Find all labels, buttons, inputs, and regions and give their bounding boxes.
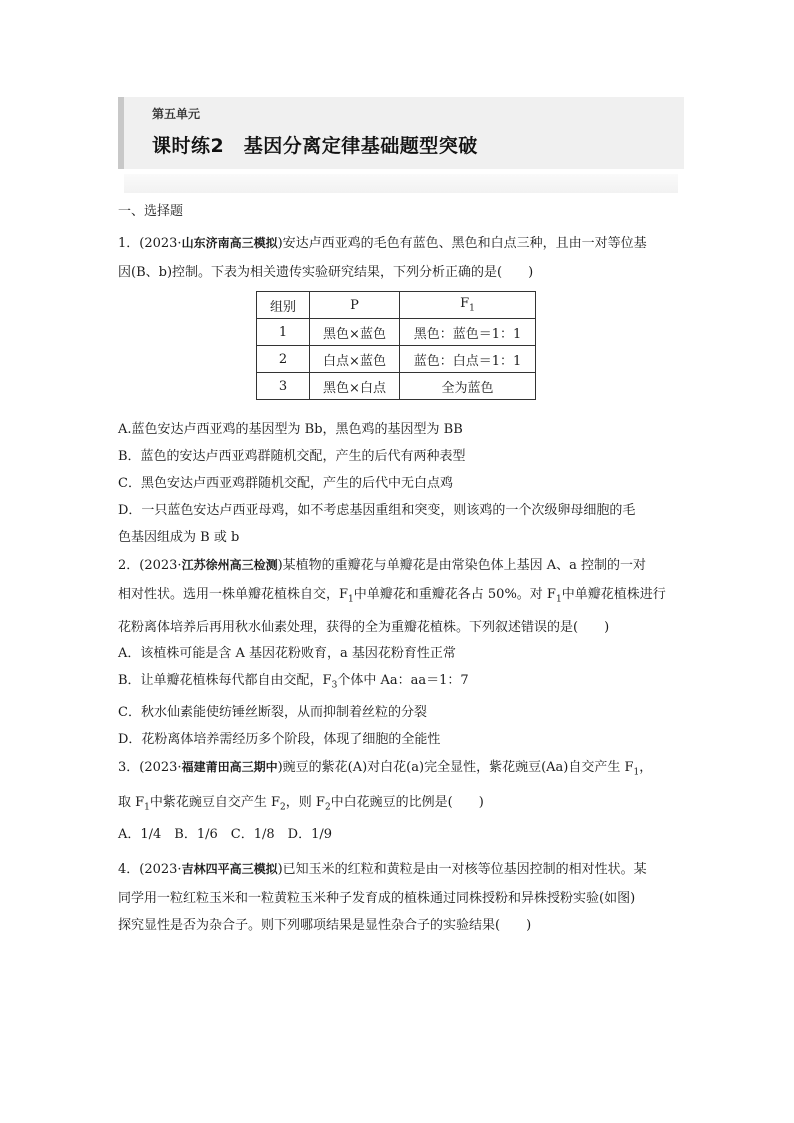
q2-option-b (118, 667, 680, 700)
table-cell: 蓝色：白点＝1：1 (400, 346, 536, 373)
q2-source: 江苏徐州高三检测 (181, 558, 278, 572)
table-cell: 全为蓝色 (400, 373, 536, 400)
genetics-table (256, 291, 536, 400)
q2-option-c: C．秋水仙素能使纺锤丝断裂，从而抑制着丝粒的分裂 (118, 705, 427, 721)
unit-label: 第五单元 (152, 107, 201, 121)
table-header-cell (400, 292, 536, 319)
q2-text-2a: 相对性状。选用一株单瓣花植株自交，F (118, 587, 349, 602)
q2-option-a: A．该植株可能是含 A 基因花粉败育，a 基因花粉育性正常 (118, 645, 456, 661)
worksheet-content (118, 200, 680, 938)
q1-line-2: 因(B、b)控制。下表为相关遗传实验研究结果，下列分析正确的是( ) (118, 265, 534, 280)
unit-header (118, 97, 684, 169)
q4-line-3: 探究显性是否为杂合子。则下列哪项结果是显性杂合子的实验结果( ) (118, 918, 532, 934)
q1-option-c: C．黑色安达卢西亚鸡群随机交配，产生的后代中无白点鸡 (118, 476, 453, 491)
q4-line-1 (118, 855, 680, 884)
q3-sub-3: 2 (280, 802, 286, 813)
q2-text-2b: 中单瓣花和重瓣花各占 50%。对 F (353, 587, 556, 602)
table-header-cell: 组别 (257, 292, 310, 319)
q2-option-b-a: B．让单瓣花植株每代都自由交配，F (118, 672, 332, 688)
q2-sub-1: 1 (348, 594, 354, 605)
q3-line-1 (118, 753, 680, 788)
q2-option-b-sub: 3 (331, 680, 338, 691)
q3-sub-2: 1 (144, 802, 150, 813)
f-subscript: 1 (469, 303, 475, 314)
q4-source: 吉林四平高三模拟 (181, 862, 278, 877)
q2-text-1: )某植物的重瓣花与单瓣花是由常染色体上基因 A、a 控制的一对 (277, 558, 647, 573)
q2-line-3: 花粉离体培养后再用秋水仙素处理，获得的全为重瓣花植株。下列叙述错误的是( ) (118, 619, 610, 635)
q3-options: A．1/4 B．1/6 C．1/8 D．1/9 (118, 827, 332, 843)
q3-sub-4: 2 (324, 802, 331, 813)
q3-text-2c: ，则 F (285, 794, 325, 810)
q2-option-b-b: 个体中 Aa：aa＝1：7 (337, 672, 469, 688)
table-cell: 3 (257, 373, 310, 400)
section-title: 一、选择题 (118, 204, 184, 219)
f-label: F (460, 296, 470, 312)
q1-option-a: A.蓝色安达卢西亚鸡的基因型为 Bb，黑色鸡的基因型为 BB (118, 422, 463, 437)
q3-text-1-end: ， (639, 760, 653, 776)
q1-line-1 (118, 229, 680, 258)
q2-sub-2: 1 (555, 594, 562, 605)
q4-line-2: 同学用一粒红粒玉米和一粒黄粒玉米种子发育成的植株通过同株授粉和异株授粉实验(如图) (118, 891, 636, 907)
q4-text-1: )已知玉米的红粒和黄粒是由一对核等位基因控制的相对性状。某 (277, 862, 647, 878)
q2-text-2c: 中单瓣花植株进行 (561, 587, 666, 602)
q1-year: 2023· (144, 236, 182, 251)
question-2 (118, 551, 680, 753)
q1-option-b: B．蓝色的安达卢西亚鸡群随机交配，产生的后代有两种表型 (118, 449, 466, 464)
header-shadow (124, 174, 678, 193)
q1-option-d-cont: 色基因组成为 B 或 b (118, 530, 240, 545)
lesson-title: 课时练2 基因分离定律基础题型突破 (152, 135, 478, 157)
q1-source: 山东济南高三模拟 (181, 236, 278, 250)
question-3 (118, 753, 680, 847)
q3-number: 3．(2023· (118, 760, 182, 776)
q3-text-2a: 取 F (118, 794, 145, 810)
q2-line-1 (118, 551, 680, 580)
q2-number: 2．(2023· (118, 558, 182, 573)
q1-text-1: )安达卢西亚鸡的毛色有蓝色、黑色和白点三种，且由一对等位基 (277, 236, 647, 251)
q3-text-2b: 中紫花豌豆自交产生 F (149, 794, 281, 810)
table-cell: 2 (257, 346, 310, 373)
q1-option-d: D．一只蓝色安达卢西亚母鸡，如不考虑基因重组和突变，则该鸡的一个次级卵母细胞的毛 (118, 503, 636, 518)
q3-source: 福建莆田高三期中 (181, 760, 278, 775)
table-header-cell: P (310, 292, 400, 319)
table-cell: 黑色：蓝色＝1：1 (400, 319, 536, 346)
table-cell: 1 (257, 319, 310, 346)
table-header-row (257, 292, 536, 319)
q3-text-2d: 中白花豌豆的比例是( ) (330, 794, 484, 810)
table-cell: 黑色×蓝色 (310, 319, 400, 346)
table-row (257, 346, 536, 373)
q3-text-1: )豌豆的紫花(A)对白花(a)完全显性，紫花豌豆(Aa)自交产生 F (277, 760, 634, 776)
table-cell: 白点×蓝色 (310, 346, 400, 373)
table-cell: 黑色×白点 (310, 373, 400, 400)
q3-sub-1: 1 (633, 767, 640, 778)
q2-line-2 (118, 580, 680, 615)
q1-number: 1．( (118, 236, 145, 251)
q2-option-d: D．花粉离体培养需经历多个阶段，体现了细胞的全能性 (118, 732, 441, 748)
question-4 (118, 855, 680, 938)
table-row (257, 373, 536, 400)
question-1 (118, 229, 680, 551)
q3-line-2 (118, 788, 680, 823)
table-row (257, 319, 536, 346)
q4-number: 4．(2023· (118, 862, 182, 878)
